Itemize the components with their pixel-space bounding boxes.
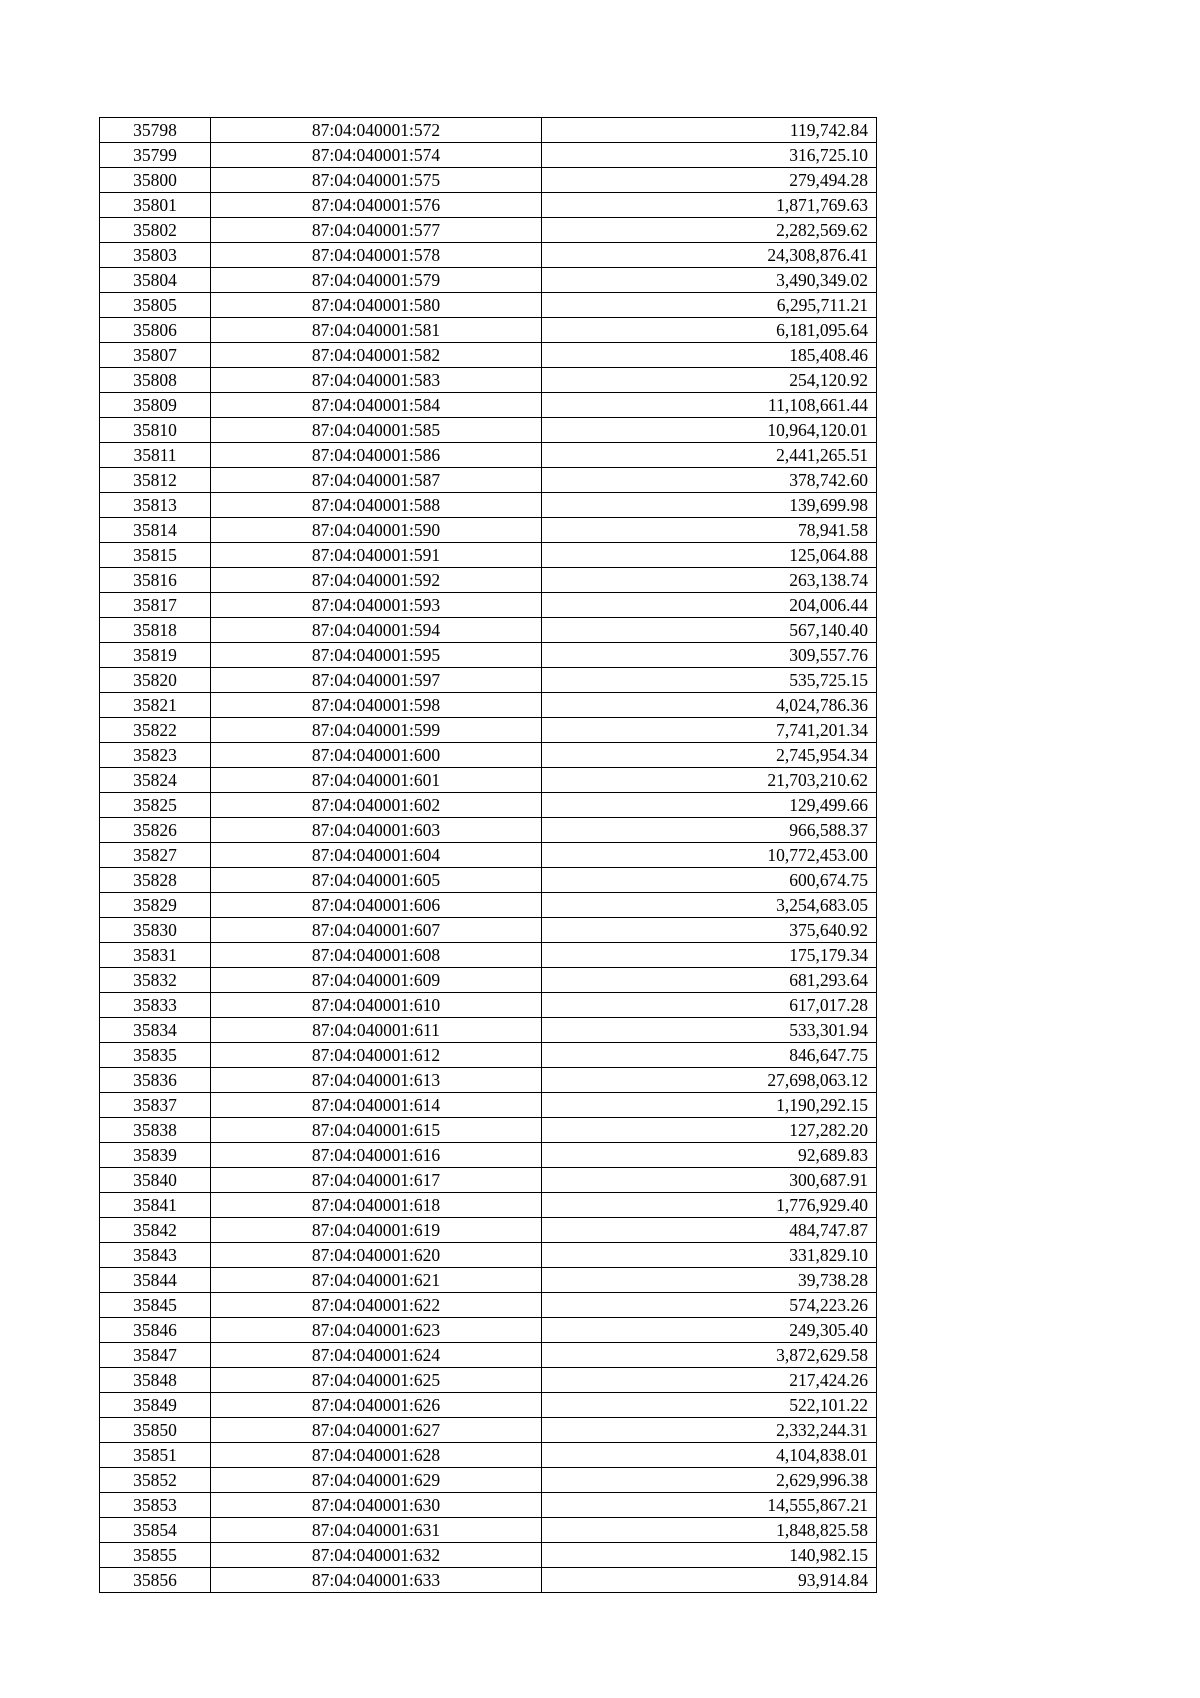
row-number-cell: 35851 xyxy=(100,1443,211,1468)
table-row xyxy=(100,1118,877,1143)
value-cell: 27,698,063.12 xyxy=(542,1068,877,1093)
value-cell: 140,982.15 xyxy=(542,1543,877,1568)
cadastral-number-cell: 87:04:040001:632 xyxy=(211,1543,542,1568)
value-cell: 129,499.66 xyxy=(542,793,877,818)
value-cell: 966,588.37 xyxy=(542,818,877,843)
value-cell: 263,138.74 xyxy=(542,568,877,593)
value-cell: 10,964,120.01 xyxy=(542,418,877,443)
table-row xyxy=(100,1418,877,1443)
row-number-cell: 35828 xyxy=(100,868,211,893)
table-body xyxy=(100,118,877,1593)
row-number-cell: 35810 xyxy=(100,418,211,443)
table-row xyxy=(100,968,877,993)
row-number-cell: 35834 xyxy=(100,1018,211,1043)
table-row xyxy=(100,1443,877,1468)
cadastral-number-cell: 87:04:040001:574 xyxy=(211,143,542,168)
cadastral-number-cell: 87:04:040001:602 xyxy=(211,793,542,818)
cadastral-number-cell: 87:04:040001:578 xyxy=(211,243,542,268)
row-number-cell: 35840 xyxy=(100,1168,211,1193)
table-row xyxy=(100,1143,877,1168)
cadastral-number-cell: 87:04:040001:630 xyxy=(211,1493,542,1518)
value-cell: 1,776,929.40 xyxy=(542,1193,877,1218)
row-number-cell: 35816 xyxy=(100,568,211,593)
value-cell: 119,742.84 xyxy=(542,118,877,143)
row-number-cell: 35799 xyxy=(100,143,211,168)
row-number-cell: 35838 xyxy=(100,1118,211,1143)
row-number-cell: 35839 xyxy=(100,1143,211,1168)
cadastral-number-cell: 87:04:040001:599 xyxy=(211,718,542,743)
table-row xyxy=(100,268,877,293)
cadastral-number-cell: 87:04:040001:584 xyxy=(211,393,542,418)
table-row xyxy=(100,443,877,468)
value-cell: 846,647.75 xyxy=(542,1043,877,1068)
cadastral-number-cell: 87:04:040001:575 xyxy=(211,168,542,193)
table-row xyxy=(100,643,877,668)
row-number-cell: 35808 xyxy=(100,368,211,393)
row-number-cell: 35798 xyxy=(100,118,211,143)
table-row xyxy=(100,193,877,218)
value-cell: 279,494.28 xyxy=(542,168,877,193)
value-cell: 254,120.92 xyxy=(542,368,877,393)
value-cell: 600,674.75 xyxy=(542,868,877,893)
table-row xyxy=(100,1068,877,1093)
row-number-cell: 35819 xyxy=(100,643,211,668)
value-cell: 39,738.28 xyxy=(542,1268,877,1293)
cadastral-number-cell: 87:04:040001:572 xyxy=(211,118,542,143)
cadastral-number-cell: 87:04:040001:604 xyxy=(211,843,542,868)
value-cell: 1,871,769.63 xyxy=(542,193,877,218)
row-number-cell: 35837 xyxy=(100,1093,211,1118)
row-number-cell: 35801 xyxy=(100,193,211,218)
cadastral-number-cell: 87:04:040001:585 xyxy=(211,418,542,443)
row-number-cell: 35817 xyxy=(100,593,211,618)
row-number-cell: 35820 xyxy=(100,668,211,693)
table-row xyxy=(100,1293,877,1318)
row-number-cell: 35844 xyxy=(100,1268,211,1293)
cadastral-number-cell: 87:04:040001:611 xyxy=(211,1018,542,1043)
cadastral-number-cell: 87:04:040001:621 xyxy=(211,1268,542,1293)
cadastral-number-cell: 87:04:040001:601 xyxy=(211,768,542,793)
value-cell: 93,914.84 xyxy=(542,1568,877,1593)
value-cell: 3,490,349.02 xyxy=(542,268,877,293)
value-cell: 92,689.83 xyxy=(542,1143,877,1168)
value-cell: 375,640.92 xyxy=(542,918,877,943)
row-number-cell: 35814 xyxy=(100,518,211,543)
value-cell: 2,629,996.38 xyxy=(542,1468,877,1493)
table-row xyxy=(100,743,877,768)
row-number-cell: 35842 xyxy=(100,1218,211,1243)
row-number-cell: 35800 xyxy=(100,168,211,193)
row-number-cell: 35809 xyxy=(100,393,211,418)
cadastral-number-cell: 87:04:040001:614 xyxy=(211,1093,542,1118)
cadastral-number-cell: 87:04:040001:627 xyxy=(211,1418,542,1443)
row-number-cell: 35829 xyxy=(100,893,211,918)
row-number-cell: 35815 xyxy=(100,543,211,568)
cadastral-number-cell: 87:04:040001:626 xyxy=(211,1393,542,1418)
row-number-cell: 35849 xyxy=(100,1393,211,1418)
row-number-cell: 35811 xyxy=(100,443,211,468)
cadastral-number-cell: 87:04:040001:631 xyxy=(211,1518,542,1543)
value-cell: 11,108,661.44 xyxy=(542,393,877,418)
cadastral-number-cell: 87:04:040001:624 xyxy=(211,1343,542,1368)
table-row xyxy=(100,593,877,618)
cadastral-number-cell: 87:04:040001:597 xyxy=(211,668,542,693)
table-row xyxy=(100,718,877,743)
table-row xyxy=(100,918,877,943)
row-number-cell: 35850 xyxy=(100,1418,211,1443)
cadastral-number-cell: 87:04:040001:605 xyxy=(211,868,542,893)
cadastral-number-cell: 87:04:040001:598 xyxy=(211,693,542,718)
value-cell: 6,295,711.21 xyxy=(542,293,877,318)
row-number-cell: 35856 xyxy=(100,1568,211,1593)
cadastral-number-cell: 87:04:040001:603 xyxy=(211,818,542,843)
cadastral-number-cell: 87:04:040001:619 xyxy=(211,1218,542,1243)
row-number-cell: 35821 xyxy=(100,693,211,718)
cadastral-number-cell: 87:04:040001:582 xyxy=(211,343,542,368)
table-row xyxy=(100,1518,877,1543)
value-cell: 139,699.98 xyxy=(542,493,877,518)
value-cell: 2,332,244.31 xyxy=(542,1418,877,1443)
cadastral-number-cell: 87:04:040001:615 xyxy=(211,1118,542,1143)
table-row xyxy=(100,893,877,918)
cadastral-number-cell: 87:04:040001:587 xyxy=(211,468,542,493)
table-row xyxy=(100,868,877,893)
table-row xyxy=(100,468,877,493)
cadastral-number-cell: 87:04:040001:579 xyxy=(211,268,542,293)
table-row xyxy=(100,368,877,393)
row-number-cell: 35805 xyxy=(100,293,211,318)
value-cell: 217,424.26 xyxy=(542,1368,877,1393)
row-number-cell: 35846 xyxy=(100,1318,211,1343)
table-row xyxy=(100,1543,877,1568)
value-cell: 535,725.15 xyxy=(542,668,877,693)
table-row xyxy=(100,318,877,343)
value-cell: 574,223.26 xyxy=(542,1293,877,1318)
cadastral-number-cell: 87:04:040001:622 xyxy=(211,1293,542,1318)
value-cell: 2,441,265.51 xyxy=(542,443,877,468)
row-number-cell: 35848 xyxy=(100,1368,211,1393)
cadastral-number-cell: 87:04:040001:623 xyxy=(211,1318,542,1343)
table-row xyxy=(100,1393,877,1418)
cadastral-number-cell: 87:04:040001:590 xyxy=(211,518,542,543)
row-number-cell: 35806 xyxy=(100,318,211,343)
cadastral-number-cell: 87:04:040001:583 xyxy=(211,368,542,393)
cadastral-number-cell: 87:04:040001:628 xyxy=(211,1443,542,1468)
table-row xyxy=(100,218,877,243)
cadastral-number-cell: 87:04:040001:607 xyxy=(211,918,542,943)
table-row xyxy=(100,843,877,868)
row-number-cell: 35827 xyxy=(100,843,211,868)
cadastral-number-cell: 87:04:040001:620 xyxy=(211,1243,542,1268)
cadastral-number-cell: 87:04:040001:629 xyxy=(211,1468,542,1493)
row-number-cell: 35830 xyxy=(100,918,211,943)
row-number-cell: 35804 xyxy=(100,268,211,293)
value-cell: 24,308,876.41 xyxy=(542,243,877,268)
cadastral-number-cell: 87:04:040001:577 xyxy=(211,218,542,243)
value-cell: 378,742.60 xyxy=(542,468,877,493)
table-row xyxy=(100,143,877,168)
table-row xyxy=(100,1043,877,1068)
data-table xyxy=(99,117,877,1593)
value-cell: 331,829.10 xyxy=(542,1243,877,1268)
table-row xyxy=(100,243,877,268)
row-number-cell: 35803 xyxy=(100,243,211,268)
table-row xyxy=(100,1468,877,1493)
table-row xyxy=(100,1318,877,1343)
value-cell: 617,017.28 xyxy=(542,993,877,1018)
cadastral-number-cell: 87:04:040001:600 xyxy=(211,743,542,768)
row-number-cell: 35854 xyxy=(100,1518,211,1543)
row-number-cell: 35813 xyxy=(100,493,211,518)
row-number-cell: 35833 xyxy=(100,993,211,1018)
row-number-cell: 35847 xyxy=(100,1343,211,1368)
table-row xyxy=(100,768,877,793)
value-cell: 2,282,569.62 xyxy=(542,218,877,243)
table-row xyxy=(100,168,877,193)
value-cell: 533,301.94 xyxy=(542,1018,877,1043)
table-row xyxy=(100,1268,877,1293)
table-row xyxy=(100,693,877,718)
value-cell: 4,104,838.01 xyxy=(542,1443,877,1468)
cadastral-number-cell: 87:04:040001:610 xyxy=(211,993,542,1018)
value-cell: 10,772,453.00 xyxy=(542,843,877,868)
cadastral-number-cell: 87:04:040001:591 xyxy=(211,543,542,568)
value-cell: 185,408.46 xyxy=(542,343,877,368)
value-cell: 681,293.64 xyxy=(542,968,877,993)
row-number-cell: 35855 xyxy=(100,1543,211,1568)
table-row xyxy=(100,493,877,518)
row-number-cell: 35835 xyxy=(100,1043,211,1068)
table-row xyxy=(100,818,877,843)
value-cell: 522,101.22 xyxy=(542,1393,877,1418)
value-cell: 7,741,201.34 xyxy=(542,718,877,743)
value-cell: 249,305.40 xyxy=(542,1318,877,1343)
table-row xyxy=(100,618,877,643)
value-cell: 3,254,683.05 xyxy=(542,893,877,918)
table-row xyxy=(100,343,877,368)
value-cell: 6,181,095.64 xyxy=(542,318,877,343)
table-row xyxy=(100,293,877,318)
table-row xyxy=(100,1243,877,1268)
table-row xyxy=(100,1018,877,1043)
value-cell: 4,024,786.36 xyxy=(542,693,877,718)
table-row xyxy=(100,1218,877,1243)
table-row xyxy=(100,1568,877,1593)
value-cell: 78,941.58 xyxy=(542,518,877,543)
table-row xyxy=(100,943,877,968)
table-row xyxy=(100,1493,877,1518)
value-cell: 3,872,629.58 xyxy=(542,1343,877,1368)
cadastral-number-cell: 87:04:040001:608 xyxy=(211,943,542,968)
table-row xyxy=(100,1343,877,1368)
table-row xyxy=(100,1168,877,1193)
value-cell: 175,179.34 xyxy=(542,943,877,968)
row-number-cell: 35807 xyxy=(100,343,211,368)
cadastral-number-cell: 87:04:040001:612 xyxy=(211,1043,542,1068)
row-number-cell: 35824 xyxy=(100,768,211,793)
table-row xyxy=(100,568,877,593)
table-row xyxy=(100,1093,877,1118)
cadastral-number-cell: 87:04:040001:581 xyxy=(211,318,542,343)
value-cell: 204,006.44 xyxy=(542,593,877,618)
table-row xyxy=(100,793,877,818)
value-cell: 21,703,210.62 xyxy=(542,768,877,793)
cadastral-number-cell: 87:04:040001:625 xyxy=(211,1368,542,1393)
row-number-cell: 35841 xyxy=(100,1193,211,1218)
cadastral-number-cell: 87:04:040001:595 xyxy=(211,643,542,668)
cadastral-number-cell: 87:04:040001:592 xyxy=(211,568,542,593)
cadastral-number-cell: 87:04:040001:613 xyxy=(211,1068,542,1093)
table-row xyxy=(100,543,877,568)
cadastral-number-cell: 87:04:040001:616 xyxy=(211,1143,542,1168)
cadastral-number-cell: 87:04:040001:594 xyxy=(211,618,542,643)
table-row xyxy=(100,668,877,693)
value-cell: 127,282.20 xyxy=(542,1118,877,1143)
cadastral-number-cell: 87:04:040001:586 xyxy=(211,443,542,468)
table-row xyxy=(100,418,877,443)
table-row xyxy=(100,1193,877,1218)
row-number-cell: 35823 xyxy=(100,743,211,768)
row-number-cell: 35836 xyxy=(100,1068,211,1093)
value-cell: 316,725.10 xyxy=(542,143,877,168)
value-cell: 309,557.76 xyxy=(542,643,877,668)
row-number-cell: 35852 xyxy=(100,1468,211,1493)
cadastral-number-cell: 87:04:040001:588 xyxy=(211,493,542,518)
cadastral-number-cell: 87:04:040001:609 xyxy=(211,968,542,993)
cadastral-number-cell: 87:04:040001:576 xyxy=(211,193,542,218)
value-cell: 2,745,954.34 xyxy=(542,743,877,768)
row-number-cell: 35845 xyxy=(100,1293,211,1318)
value-cell: 125,064.88 xyxy=(542,543,877,568)
row-number-cell: 35825 xyxy=(100,793,211,818)
row-number-cell: 35831 xyxy=(100,943,211,968)
cadastral-number-cell: 87:04:040001:618 xyxy=(211,1193,542,1218)
row-number-cell: 35826 xyxy=(100,818,211,843)
value-cell: 1,848,825.58 xyxy=(542,1518,877,1543)
cadastral-number-cell: 87:04:040001:606 xyxy=(211,893,542,918)
row-number-cell: 35822 xyxy=(100,718,211,743)
value-cell: 14,555,867.21 xyxy=(542,1493,877,1518)
table-row xyxy=(100,993,877,1018)
value-cell: 484,747.87 xyxy=(542,1218,877,1243)
row-number-cell: 35812 xyxy=(100,468,211,493)
value-cell: 1,190,292.15 xyxy=(542,1093,877,1118)
table-row xyxy=(100,518,877,543)
value-cell: 300,687.91 xyxy=(542,1168,877,1193)
row-number-cell: 35843 xyxy=(100,1243,211,1268)
row-number-cell: 35802 xyxy=(100,218,211,243)
row-number-cell: 35853 xyxy=(100,1493,211,1518)
cadastral-number-cell: 87:04:040001:580 xyxy=(211,293,542,318)
value-cell: 567,140.40 xyxy=(542,618,877,643)
cadastral-number-cell: 87:04:040001:617 xyxy=(211,1168,542,1193)
table-row xyxy=(100,118,877,143)
row-number-cell: 35818 xyxy=(100,618,211,643)
table-row xyxy=(100,1368,877,1393)
cadastral-number-cell: 87:04:040001:633 xyxy=(211,1568,542,1593)
cadastral-number-cell: 87:04:040001:593 xyxy=(211,593,542,618)
row-number-cell: 35832 xyxy=(100,968,211,993)
table-row xyxy=(100,393,877,418)
